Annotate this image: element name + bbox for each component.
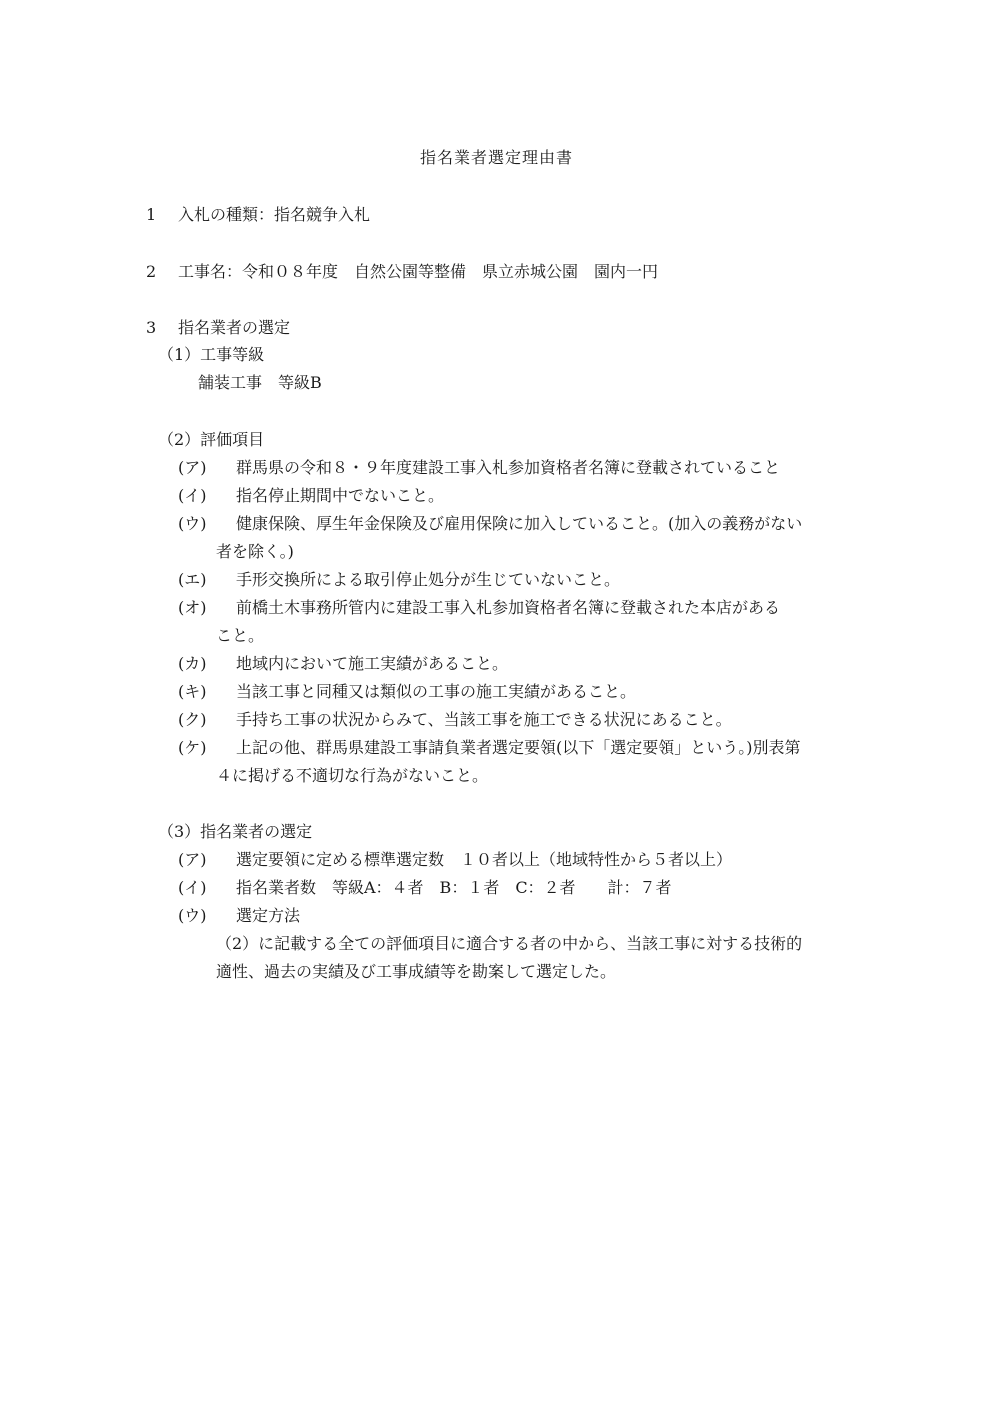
document-title: 指名業者選定理由書 [420, 148, 574, 167]
selection-item [178, 906, 300, 926]
eval-item-text: 上記の他、群馬県建設工事請負業者選定要領(以下「選定要領」という。)別表第 [236, 738, 801, 757]
selection-item-label: (イ) [178, 878, 207, 897]
eval-item-label: (イ) [178, 486, 207, 505]
section-3-number: 3 [146, 318, 157, 337]
section-1 [146, 205, 370, 225]
eval-item [178, 654, 508, 674]
section-2 [146, 262, 658, 282]
selection-item [178, 878, 672, 898]
selection-method-text: （2）に記載する全ての評価項目に適合する者の中から、当該工事に対する技術的 [216, 934, 803, 953]
eval-item-label: (キ) [178, 682, 207, 701]
eval-item-text: 地域内において施工実績があること。 [236, 654, 509, 673]
eval-item-label: (カ) [178, 654, 207, 673]
eval-item [178, 738, 801, 758]
eval-item [178, 598, 780, 618]
section-1-number: 1 [146, 205, 157, 224]
section-3 [146, 318, 290, 338]
eval-item-continuation: 者を除く。) [216, 542, 294, 561]
eval-item-text: 健康保険、厚生年金保険及び雇用保険に加入していること。(加入の義務がない [236, 514, 803, 533]
eval-item [178, 710, 732, 730]
selection-item-text: 指名業者数 等級A：４者 B：１者 C：２者 計：７者 [236, 878, 672, 897]
section-2-number: 2 [146, 262, 157, 281]
eval-item-continuation: ４に掲げる不適切な行為がないこと。 [216, 766, 489, 785]
selection-item [178, 850, 732, 870]
eval-item-continuation: こと。 [216, 626, 265, 645]
subsection-1-value: 舗装工事 等級B [198, 373, 322, 392]
selection-item-text: 選定方法 [236, 906, 301, 925]
section-1-text: 入札の種類：指名競争入札 [178, 205, 371, 224]
eval-item-text: 群馬県の令和８・９年度建設工事入札参加資格者名簿に登載されていること [236, 458, 781, 477]
eval-item [178, 486, 444, 506]
subsection-1-label: （1）工事等級 [158, 345, 265, 364]
eval-item-text: 手持ち工事の状況からみて、当該工事を施工できる状況にあること。 [236, 710, 732, 729]
selection-item-text: 選定要領に定める標準選定数 １０者以上（地域特性から５者以上） [236, 850, 733, 869]
eval-item-label: (ア) [178, 458, 207, 477]
selection-method-text: 適性、過去の実績及び工事成績等を勘案して選定した。 [216, 962, 617, 981]
section-3-heading: 指名業者の選定 [178, 318, 291, 337]
eval-item-label: (ウ) [178, 514, 207, 533]
eval-item-text: 当該工事と同種又は類似の工事の施工実績があること。 [236, 682, 637, 701]
section-2-text: 工事名：令和０８年度 自然公園等整備 県立赤城公園 園内一円 [178, 262, 659, 281]
eval-item [178, 514, 802, 534]
eval-item-label: (ク) [178, 710, 207, 729]
eval-item [178, 458, 780, 478]
eval-item-label: (エ) [178, 570, 207, 589]
eval-item-text: 指名停止期間中でないこと。 [236, 486, 445, 505]
eval-item [178, 682, 636, 702]
selection-item-label: (ア) [178, 850, 207, 869]
selection-item-label: (ウ) [178, 906, 207, 925]
eval-item-text: 手形交換所による取引停止処分が生じていないこと。 [236, 570, 621, 589]
eval-item-label: (オ) [178, 598, 207, 617]
eval-item [178, 570, 620, 590]
subsection-2-label: （2）評価項目 [158, 430, 265, 449]
eval-item-text: 前橋土木事務所管内に建設工事入札参加資格者名簿に登載された本店がある [236, 598, 781, 617]
eval-item-label: (ケ) [178, 738, 207, 757]
subsection-3-label: （3）指名業者の選定 [158, 822, 313, 841]
